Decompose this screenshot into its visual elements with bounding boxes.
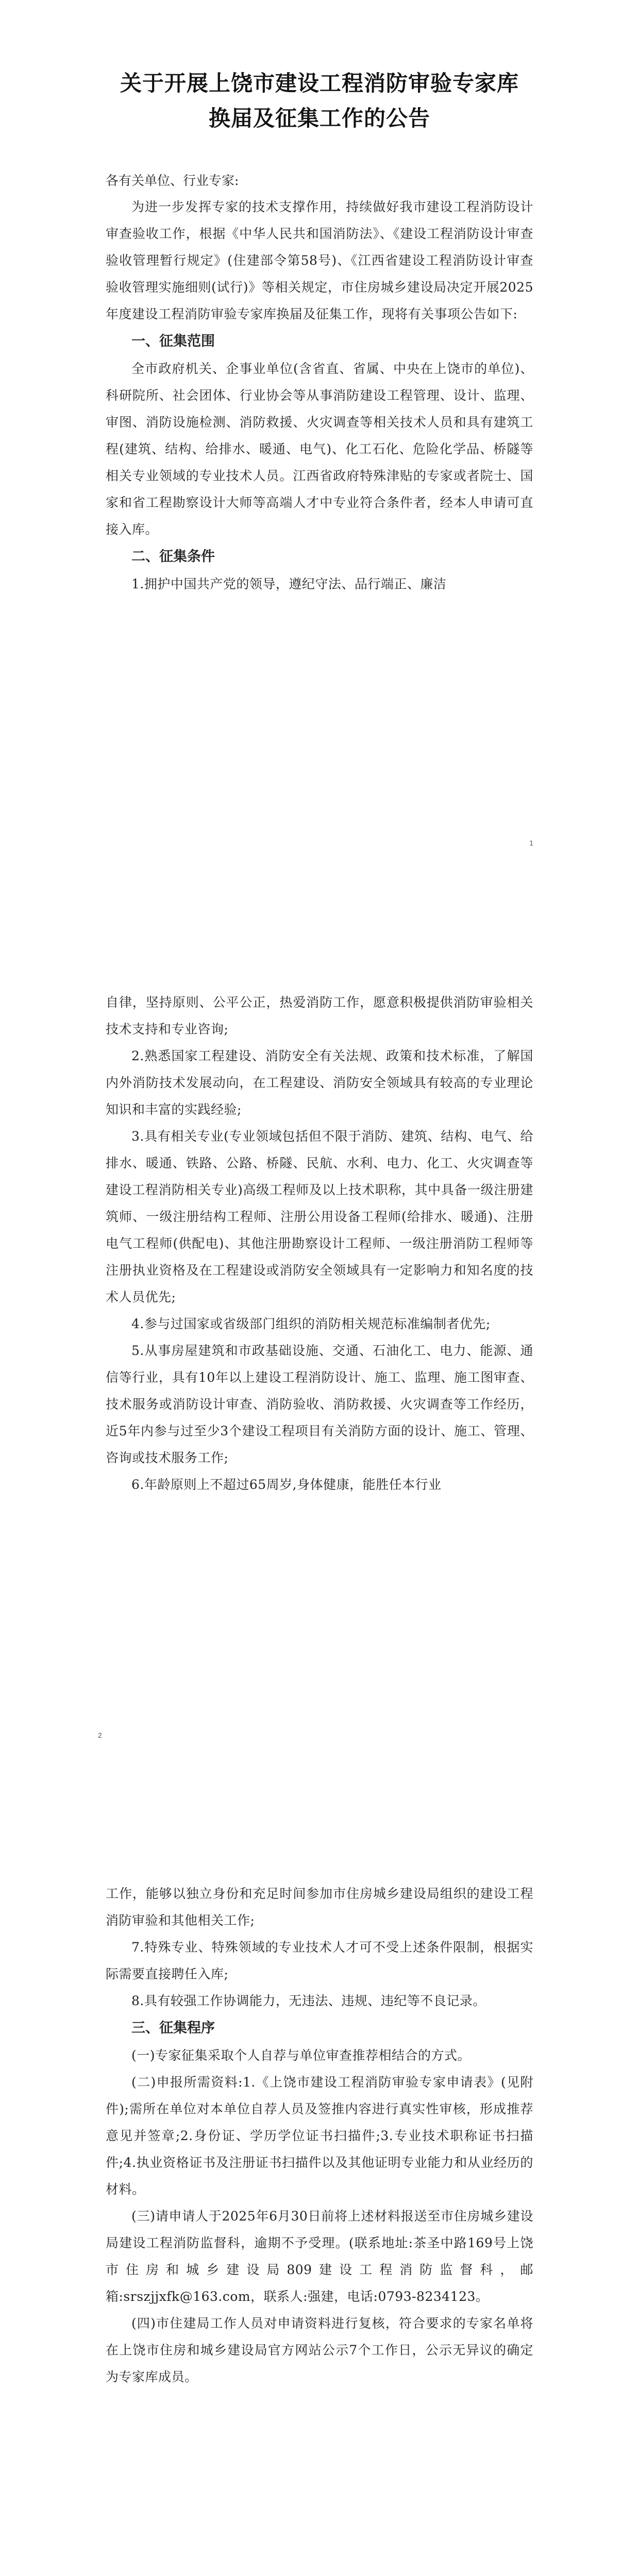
page-number-2: 2 xyxy=(98,1731,102,1739)
procedure-4: (四)市住建局工作人员对申请资料进行复核，符合要求的专家名单将在上饶市住房和城乡建设局官方网站公示7个工作日，公示无异议的确定为专家库成员。 xyxy=(106,2316,533,2384)
condition-3: 3.具有相关专业(专业领域包括但不限于消防、建筑、结构、电气、给排水、暖通、铁路、公路、桥隧、民航、水利、电力、化工、火灾调查等建设工程消防相关专业)高级工程师及以上技术职称，其中具备一级注册建筑师、一级注册结构工程师、注册公用设备工程师(给排水、暖通)、注册电气工程师(供配电)、其他注册勘察设计工程师、一级注册消防工程师等注册执业资格及在工程建设或消防安全领域具有一定影响力和知名度的技术人员优先; xyxy=(106,1129,533,1304)
section-heading-procedure: 三、征集程序 xyxy=(131,2020,215,2036)
section-heading-scope: 一、征集范围 xyxy=(131,333,215,349)
procedure-3: (三)请申请人于2025年6月30日前将上述材料报送至市住房城乡建设局建设工程消防监督科，逾期不予受理。(联系地址:茶圣中路169号上饶市住房和城乡建设局809建设工程消防监督科，邮箱:srszjjxfk@163.com，联系人:强建，电话:0793-8234123。 xyxy=(106,2209,533,2304)
document-page-3 xyxy=(0,1772,639,2576)
condition-2: 2.熟悉国家工程建设、消防安全有关法规、政策和技术标准，了解国内外消防技术发展动向，在工程建设、消防安全领域具有较高的专业理论知识和丰富的实践经验; xyxy=(106,1048,533,1117)
condition-6-continued: 工作，能够以独立身份和充足时间参加市住房城乡建设局组织的建设工程消防审验和其他相关工作; xyxy=(106,1886,533,1928)
condition-6-start: 6.年龄原则上不超过65周岁,身体健康，能胜任本行业 xyxy=(131,1477,442,1492)
intro-paragraph: 为进一步发挥专家的技术支撑作用，持续做好我市建设工程消防设计审查验收工作，根据《中华人民共和国消防法》、《建设工程消防设计审查验收管理暂行规定》(住建部令第58号)、《江西省建设工程消防设计审查验收管理实施细则(试行)》等相关规定，市住房城乡建设局决定开展2025年度建设工程消防审验专家库换届及征集工作，现将有关事项公告如下: xyxy=(106,199,533,321)
condition-5: 5.从事房屋建筑和市政基础设施、交通、石油化工、电力、能源、通信等行业，具有10年以上建设工程消防设计、施工、监理、施工图审查、技术服务或消防设计审查、消防验收、消防救援、火灾调查等工作经历，近5年内参与过至少3个建设工程项目有关消防方面的设计、施工、管理、咨询或技术服务工作; xyxy=(106,1343,533,1465)
condition-1-continued: 自律，坚持原则、公平公正，热爱消防工作，愿意积极提供消防审验相关技术支持和专业咨询; xyxy=(106,995,533,1037)
scope-paragraph: 全市政府机关、企事业单位(含省直、省属、中央在上饶市的单位)、科研院所、社会团体、行业协会等从事消防建设工程管理、设计、监理、审图、消防设施检测、消防救援、火灾调查等相关技术人员和具有建筑工程(建筑、结构、给排水、暖通、电气)、化工石化、危险化学品、桥隧等相关专业领域的专业技术人员。江西省政府特殊津贴的专家或者院士、国家和省工程勘察设计大师等高端人才中专业符合条件者，经本人申请可直接入库。 xyxy=(106,361,533,537)
document-page-2 xyxy=(0,886,639,1772)
condition-4: 4.参与过国家或省级部门组织的消防相关规范标准编制者优先; xyxy=(131,1316,491,1331)
page-number-1: 1 xyxy=(529,839,533,847)
page-1-content xyxy=(106,66,533,598)
greeting: 各有关单位、行业专家: xyxy=(106,173,239,188)
document-title xyxy=(106,66,533,136)
title-line-2: 换届及征集工作的公告 xyxy=(208,106,430,131)
title-line-1: 关于开展上饶市建设工程消防审验专家库 xyxy=(120,71,519,96)
condition-8: 8.具有较强工作协调能力，无违法、违规、违纪等不良记录。 xyxy=(131,1993,486,2008)
condition-7: 7.特殊专业、特殊领域的专业技术人才可不受上述条件限制，根据实际需要直接聘任入库; xyxy=(106,1940,533,1981)
procedure-2: (二)申报所需资料:1.《上饶市建设工程消防审验专家申请表》(见附件);需所在单位对本单位自荐人员及签推内容进行真实性审核，形成推荐意见并签章;2.身份证、学历学位证书扫描件;3.专业技术职称证书扫描件;4.执业资格证书及注册证书扫描件以及其他证明专业能力和从业经历的材料。 xyxy=(106,2075,533,2197)
condition-1-start: 1.拥护中国共产党的领导，遵纪守法、品行端正、廉洁 xyxy=(131,577,447,591)
section-heading-conditions: 二、征集条件 xyxy=(131,549,215,565)
page-3-content xyxy=(106,1880,533,2391)
document-page-1 xyxy=(0,0,639,886)
procedure-1: (一)专家征集采取个人自荐与单位审查推荐相结合的方式。 xyxy=(131,2048,471,2063)
page-2-content xyxy=(106,989,533,1498)
